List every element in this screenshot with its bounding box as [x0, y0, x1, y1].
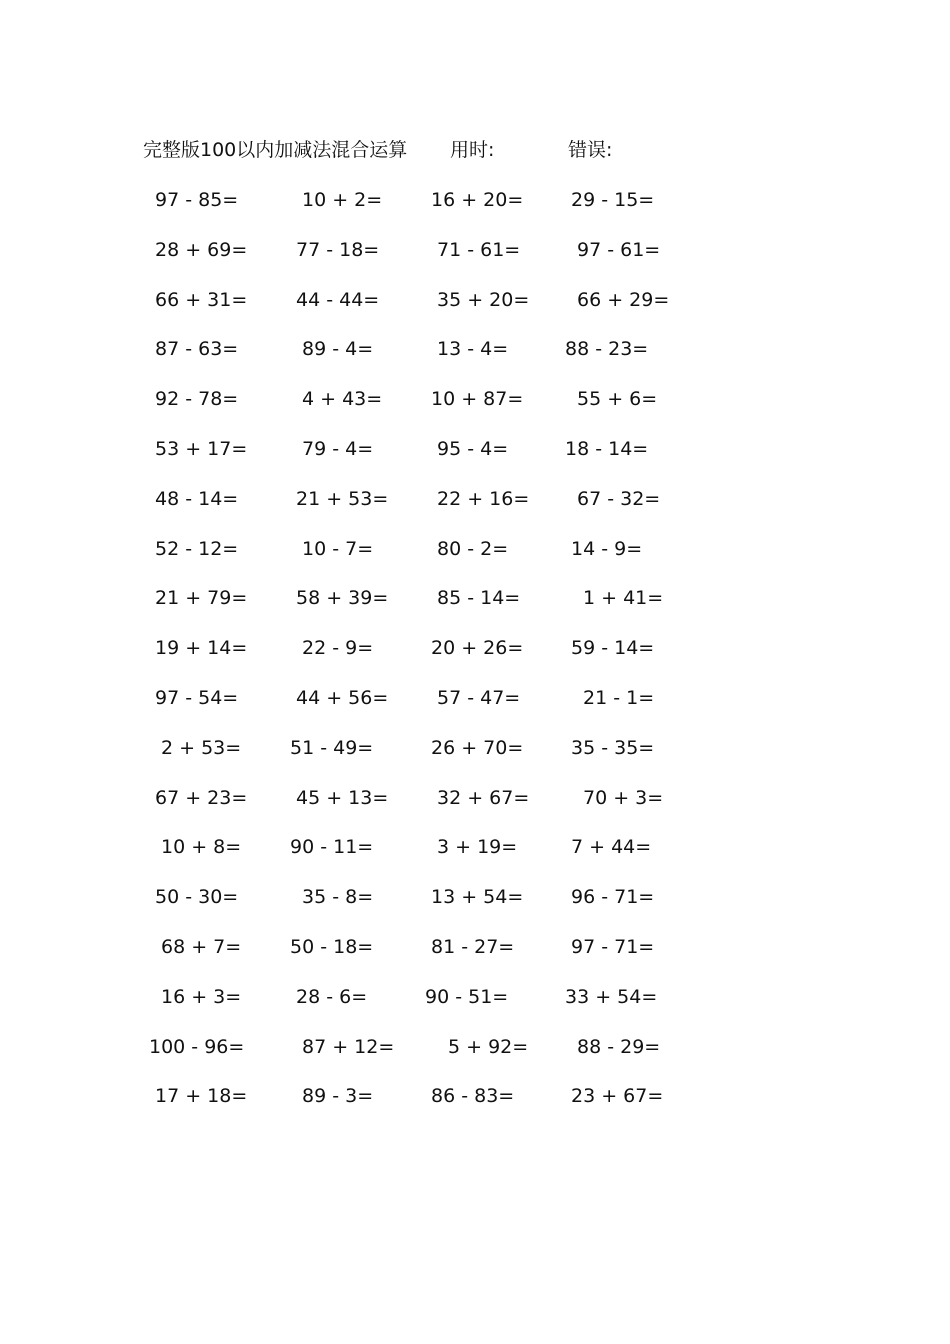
problem-cell: 19 + 14= [155, 637, 248, 660]
problem-cell: 68 + 7= [161, 935, 242, 958]
problem-cell: 85 - 14= [437, 587, 521, 610]
problem-row [0, 783, 950, 833]
problem-cell: 95 - 4= [437, 437, 509, 460]
problem-row [0, 1032, 950, 1082]
problem-cell: 29 - 15= [571, 189, 655, 211]
problem-cell: 18 - 14= [565, 437, 649, 460]
problem-cell: 33 + 54= [565, 985, 658, 1008]
problem-cell: 100 - 96= [149, 1035, 245, 1058]
problem-cell: 50 - 30= [155, 886, 239, 909]
problem-cell: 88 - 29= [577, 1035, 661, 1058]
problem-cell: 13 + 54= [431, 886, 524, 909]
problem-cell: 13 - 4= [437, 338, 509, 361]
problem-cell: 35 - 8= [302, 886, 374, 909]
problem-cell: 22 + 16= [437, 487, 530, 510]
problem-cell: 44 + 56= [296, 686, 389, 709]
problem-row [0, 334, 950, 384]
problem-cell: 66 + 29= [577, 288, 670, 311]
problem-cell: 10 + 8= [161, 836, 242, 859]
problem-row [0, 185, 950, 235]
problem-cell: 66 + 31= [155, 288, 248, 311]
problem-cell: 90 - 51= [425, 985, 509, 1008]
problem-cell: 23 + 67= [571, 1085, 664, 1108]
problem-row [0, 1081, 950, 1131]
problem-cell: 21 + 79= [155, 587, 248, 610]
problem-cell: 89 - 3= [302, 1085, 374, 1108]
problem-cell: 20 + 26= [431, 637, 524, 660]
problem-cell: 22 - 9= [302, 637, 374, 660]
problem-row [0, 633, 950, 683]
problem-cell: 97 - 85= [155, 189, 239, 211]
problem-grid [0, 185, 950, 1131]
errors-label: 错误: [568, 139, 613, 161]
problem-cell: 67 - 32= [577, 487, 661, 510]
problem-cell: 59 - 14= [571, 637, 655, 660]
problem-cell: 2 + 53= [161, 736, 242, 759]
time-label: 用时: [450, 139, 495, 161]
problem-row [0, 932, 950, 982]
problem-cell: 50 - 18= [290, 935, 374, 958]
problem-cell: 81 - 27= [431, 935, 515, 958]
problem-cell: 58 + 39= [296, 587, 389, 610]
problem-cell: 86 - 83= [431, 1085, 515, 1108]
worksheet-header [143, 136, 663, 164]
problem-cell: 21 + 53= [296, 487, 389, 510]
problem-cell: 57 - 47= [437, 686, 521, 709]
problem-row [0, 534, 950, 584]
problem-cell: 1 + 41= [583, 587, 664, 610]
problem-cell: 10 + 87= [431, 388, 524, 411]
problem-cell: 16 + 20= [431, 189, 524, 211]
problem-row [0, 882, 950, 932]
problem-cell: 17 + 18= [155, 1085, 248, 1108]
problem-row [0, 285, 950, 335]
problem-cell: 10 - 7= [302, 537, 374, 560]
problem-cell: 88 - 23= [565, 338, 649, 361]
problem-cell: 90 - 11= [290, 836, 374, 859]
problem-cell: 48 - 14= [155, 487, 239, 510]
problem-cell: 92 - 78= [155, 388, 239, 411]
problem-row [0, 832, 950, 882]
problem-cell: 97 - 54= [155, 686, 239, 709]
problem-cell: 16 + 3= [161, 985, 242, 1008]
problem-cell: 71 - 61= [437, 238, 521, 261]
problem-cell: 45 + 13= [296, 786, 389, 809]
problem-row [0, 434, 950, 484]
problem-cell: 52 - 12= [155, 537, 239, 560]
problem-row [0, 683, 950, 733]
problem-cell: 77 - 18= [296, 238, 380, 261]
problem-cell: 96 - 71= [571, 886, 655, 909]
problem-cell: 51 - 49= [290, 736, 374, 759]
worksheet-title: 完整版100以内加减法混合运算 [143, 139, 408, 161]
problem-cell: 55 + 6= [577, 388, 658, 411]
problem-cell: 35 - 35= [571, 736, 655, 759]
problem-cell: 4 + 43= [302, 388, 383, 411]
problem-cell: 79 - 4= [302, 437, 374, 460]
problem-cell: 28 - 6= [296, 985, 368, 1008]
problem-row [0, 733, 950, 783]
problem-cell: 35 + 20= [437, 288, 530, 311]
problem-cell: 70 + 3= [583, 786, 664, 809]
problem-cell: 5 + 92= [448, 1035, 529, 1058]
problem-cell: 97 - 61= [577, 238, 661, 261]
problem-cell: 53 + 17= [155, 437, 248, 460]
problem-cell: 80 - 2= [437, 537, 509, 560]
problem-cell: 26 + 70= [431, 736, 524, 759]
problem-cell: 97 - 71= [571, 935, 655, 958]
problem-cell: 89 - 4= [302, 338, 374, 361]
problem-row [0, 583, 950, 633]
problem-cell: 44 - 44= [296, 288, 380, 311]
problem-cell: 7 + 44= [571, 836, 652, 859]
problem-cell: 67 + 23= [155, 786, 248, 809]
problem-cell: 87 - 63= [155, 338, 239, 361]
problem-cell: 10 + 2= [302, 189, 383, 211]
problem-cell: 21 - 1= [583, 686, 655, 709]
problem-row [0, 484, 950, 534]
problem-row [0, 982, 950, 1032]
problem-cell: 3 + 19= [437, 836, 518, 859]
problem-cell: 14 - 9= [571, 537, 643, 560]
problem-row [0, 235, 950, 285]
problem-cell: 32 + 67= [437, 786, 530, 809]
problem-row [0, 384, 950, 434]
problem-cell: 28 + 69= [155, 238, 248, 261]
problem-cell: 87 + 12= [302, 1035, 395, 1058]
